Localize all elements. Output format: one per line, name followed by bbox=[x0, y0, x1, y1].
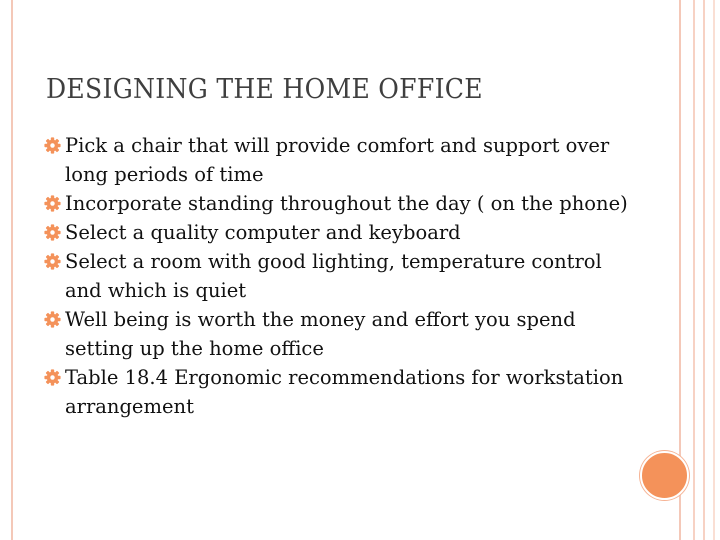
decorative-rule bbox=[713, 0, 715, 540]
bullet-list bbox=[44, 131, 644, 421]
bullet-text: Select a room with good lighting, temperature control and which is quiet bbox=[65, 250, 602, 302]
bullet-item bbox=[44, 218, 644, 247]
decorative-circle bbox=[640, 451, 689, 500]
decorative-rule bbox=[693, 0, 695, 540]
gear-bullet-icon bbox=[44, 369, 61, 386]
bullet-item bbox=[44, 305, 644, 363]
bullet-item bbox=[44, 363, 644, 421]
gear-bullet-icon bbox=[44, 253, 61, 270]
gear-bullet-icon bbox=[44, 224, 61, 241]
bullet-text: Pick a chair that will provide comfort and support over long periods of time bbox=[65, 134, 610, 186]
bullet-text: Select a quality computer and keyboard bbox=[65, 221, 461, 244]
bullet-item bbox=[44, 247, 644, 305]
bullet-text: Incorporate standing throughout the day ( on the phone) bbox=[65, 192, 628, 215]
gear-bullet-icon bbox=[44, 195, 61, 212]
gear-bullet-icon bbox=[44, 311, 61, 328]
decorative-rule bbox=[703, 0, 705, 540]
bullet-item bbox=[44, 131, 644, 189]
bullet-item bbox=[44, 189, 644, 218]
slide-title: DESIGNING THE HOME OFFICE bbox=[46, 74, 483, 105]
gear-bullet-icon bbox=[44, 137, 61, 154]
bullet-text: Table 18.4 Ergonomic recommendations for workstation arrangement bbox=[65, 366, 624, 418]
bullet-text: Well being is worth the money and effort you spend setting up the home office bbox=[65, 308, 576, 360]
